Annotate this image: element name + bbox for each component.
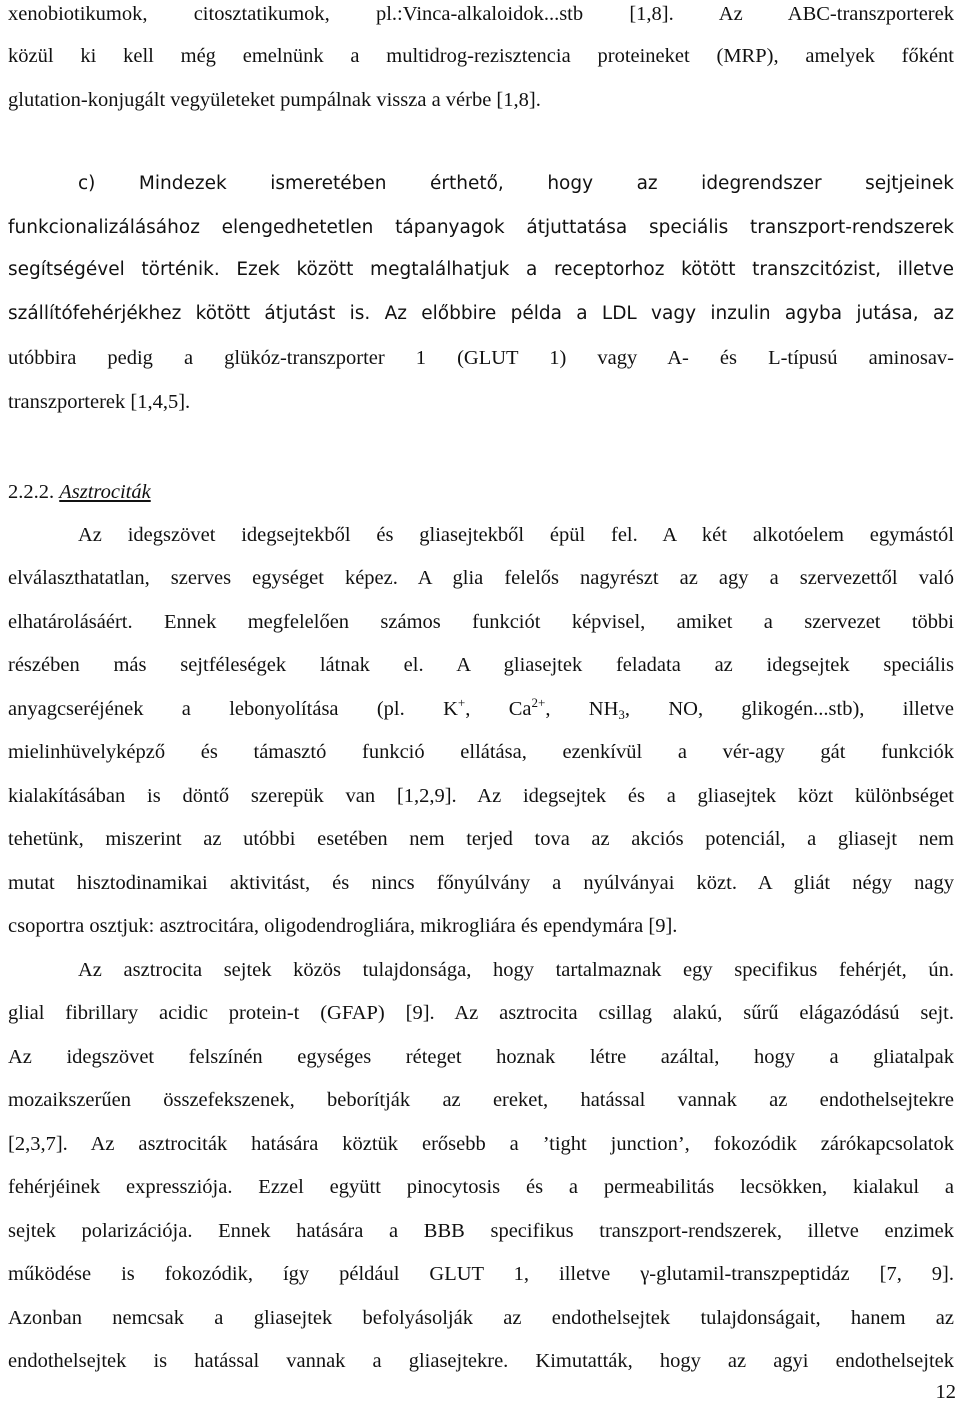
body-text-line: segítségével történik. Ezek között megtalálhatjuk a receptorhoz kötött transzcitózist, illetve bbox=[8, 259, 954, 280]
body-text-line: csoportra osztjuk: asztrocitára, oligodendrogliára, mikrogliára és ependymára [9]. bbox=[8, 915, 678, 937]
document-page bbox=[8, 0, 954, 1404]
body-text-line: fehérjéinek expressziója. Ezzel együtt pinocytosis és a permeabilitás lecsökken, kialakul a bbox=[8, 1176, 954, 1198]
body-text-line-formula bbox=[8, 695, 954, 723]
body-text-line: funkcionalizálásához elengedhetetlen tápanyagok átjuttatása speciális transzport-rendszerek bbox=[8, 217, 954, 238]
body-text-line: szállítófehérjékhez kötött átjutást is. Az előbbire példa a LDL vagy inzulin agyba jutása, az bbox=[8, 303, 954, 324]
superscript: 2+ bbox=[531, 695, 546, 710]
superscript: + bbox=[457, 695, 466, 710]
body-text-line: mozaikszerűen összefekszenek, beborítják az ereket, hatással vannak az endothelsejtekre bbox=[8, 1089, 954, 1111]
text-segment: , NH bbox=[545, 698, 619, 720]
body-text-line: c) Mindezek ismeretében érthető, hogy az idegrendszer sejtjeinek bbox=[78, 173, 954, 194]
body-text-line: elválaszthatatlan, szerves egységet képez. A glia felelős nagyrészt az agy a szervezettől való bbox=[8, 567, 954, 589]
body-text-line: xenobiotikumok, citosztatikumok, pl.:Vinca-alkaloidok...stb [1,8]. Az ABC-transzporterek bbox=[8, 3, 954, 25]
text-segment: , Ca bbox=[465, 698, 532, 720]
body-text-line: kialakításában is döntő szerepük van [1,2,9]. Az idegsejtek és a gliasejtek közt különbséget bbox=[8, 785, 954, 807]
section-heading bbox=[8, 478, 151, 506]
subscript: 3 bbox=[618, 707, 625, 722]
body-text-line: endothelsejtek is hatással vannak a gliasejtekre. Kimutatták, hogy az agyi endothelsejtek bbox=[8, 1350, 954, 1372]
text-segment: anyagcseréjének a lebonyolítása (pl. K bbox=[8, 698, 458, 720]
body-text-line: elhatárolásáért. Ennek megfelelően számos funkciót képvisel, amiket a szervezet többi bbox=[8, 611, 954, 633]
body-text-line: Az asztrocita sejtek közös tulajdonsága, hogy tartalmaznak egy specifikus fehérjét, ún. bbox=[78, 959, 954, 981]
body-text-line: transzporterek [1,4,5]. bbox=[8, 391, 191, 413]
body-text-line: glutation-konjugált vegyületeket pumpálnak vissza a vérbe [1,8]. bbox=[8, 89, 541, 111]
section-number: 2.2.2. bbox=[8, 481, 55, 503]
body-text-line: Azonban nemcsak a gliasejtek befolyásolják az endothelsejtek tulajdonságait, hanem az bbox=[8, 1307, 954, 1329]
text-segment: , NO, glikogén...stb), illetve bbox=[624, 698, 954, 720]
page-number: 12 bbox=[935, 1381, 956, 1403]
body-text-line: sejtek polarizációja. Ennek hatására a BBB specifikus transzport-rendszerek, illetve enzimek bbox=[8, 1220, 954, 1242]
body-text-line: utóbbira pedig a glükóz-transzporter 1 (GLUT 1) vagy A- és L-típusú aminosav- bbox=[8, 347, 954, 369]
body-text-line: közül ki kell még emelnünk a multidrog-rezisztencia proteineket (MRP), amelyek főként bbox=[8, 45, 954, 67]
section-title: Asztrociták bbox=[59, 481, 151, 503]
body-text-line: mutat hisztodinamikai aktivitást, és nincs főnyúlvány a nyúlványai közt. A gliát négy nagy bbox=[8, 872, 954, 894]
body-text-line: működése is fokozódik, így például GLUT 1, illetve γ-glutamil-transzpeptidáz [7, 9]. bbox=[8, 1263, 954, 1285]
body-text-line: Az idegszövet idegsejtekből és gliasejtekből épül fel. A két alkotóelem egymástól bbox=[78, 524, 954, 546]
body-text-line: mielinhüvelyképző és támasztó funkció ellátása, ezenkívül a vér-agy gát funkciók bbox=[8, 741, 954, 763]
body-text-line: tehetünk, miszerint az utóbbi esetében nem terjed tova az akciós potenciál, a gliasejt nem bbox=[8, 828, 954, 850]
body-text-line: [2,3,7]. Az asztrociták hatására köztük erősebb a ’tight junction’, fokozódik zárókapcsolatok bbox=[8, 1133, 954, 1155]
body-text-line: glial fibrillary acidic protein-t (GFAP) [9]. Az asztrocita csillag alakú, sűrű elágazódású sejt. bbox=[8, 1002, 954, 1024]
body-text-line: részében más sejtféleségek látnak el. A gliasejtek feladata az idegsejtek speciális bbox=[8, 654, 954, 676]
body-text-line: Az idegszövet felszínén egységes réteget hoznak létre azáltal, hogy a gliatalpak bbox=[8, 1046, 954, 1068]
